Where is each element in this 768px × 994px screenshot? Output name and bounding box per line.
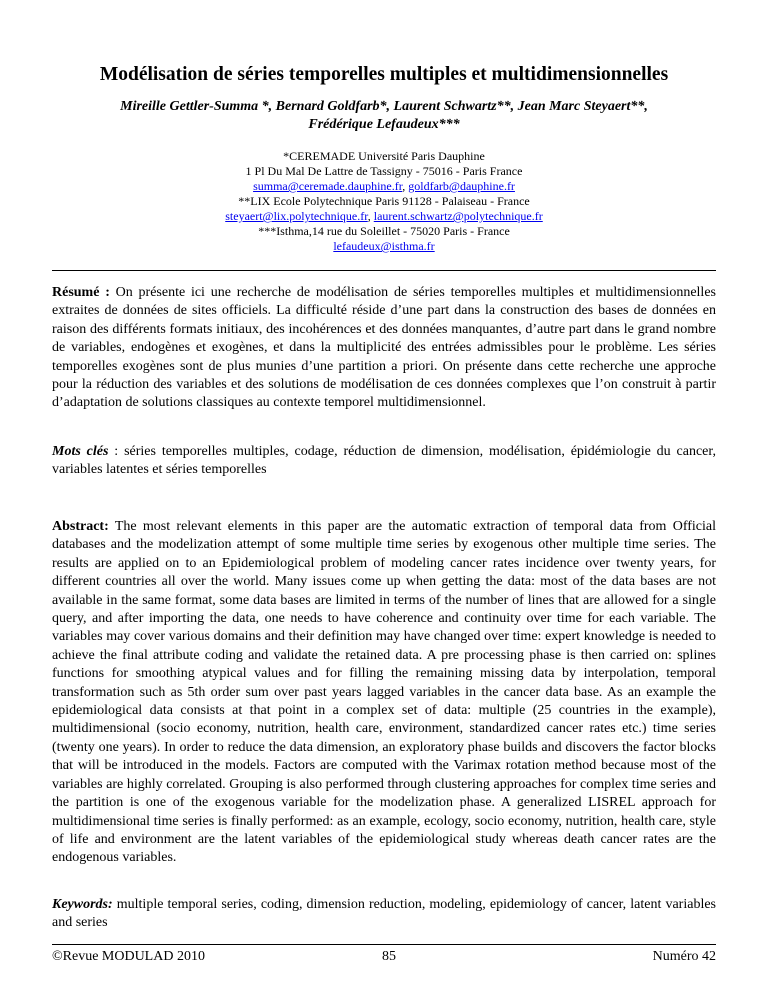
keywords-label: Keywords: [52, 897, 113, 912]
abstract-text: The most relevant elements in this paper are the automatic extraction of temporal data from Official databases and the modelization attempt of some multiple time series by exogenous other multiple time series. The results are applied on to an Epidemiological problem of modeling cancer rates incidence over twenty years, for different countries all over the world. Many issues come up when getting the data: most of the data bases are not available in the same format, some data bases are limited in terms of the number of lines that are allowed for a single query, and after importing the data, one needs to have coherence and continuity over time for each variable. The variables may cover various domains and their definition may have changed over time: expert knowledge is needed to achieve the final attribute coding and validate the retained data. A pre processing phase is then carried on: splines functions for smoothing atypical values and for filling the remaining missing data by interpolation, temporal transformation such as 5th order sum over past years lagged variables in the cancer data base. As an example the epidemiological data consists at that point in a complex set of data: multiple (25 countries in the example), multidimensional (socio economy, nutrition, health care, environment, standardized cancer rates etc.) time series (twenty one years). In order to reduce the data dimension, an exploratory phase builds and discovers the factor blocks that will be introduced in the models. Factors are computed with the Varimax rotation method because most of the variables are highly correlated. Grouping is also performed through clustering approaches for complex time series and the partition is one of the exogenous variable for the modelization phase. A generalized LISREL approach for multidimensional time series is finally performed: as an example, ecology, socio economy, nutrition, health care, style of life and environment are the latent variables of the epidemiological study whereas death cancer rates are the endogenous variables. [52, 519, 716, 866]
mots-cles-paragraph [52, 443, 716, 480]
authors-line-1: Mireille Gettler-Summa *, Bernard Goldfarb*, Laurent Schwartz**, Jean Marc Steyaert**, [120, 99, 648, 114]
affiliation-isthma: ***Isthma,14 rue du Soleillet - 75020 Paris - France [258, 224, 510, 238]
mots-cles-label: Mots clés [52, 444, 109, 459]
footer-page-number: 85 [382, 949, 396, 964]
affiliation-emails-3 [120, 239, 648, 254]
page-footer [52, 948, 716, 968]
email-link-lefaudeux[interactable]: lefaudeux@isthma.fr [333, 239, 435, 253]
affiliation-address-paris: 1 Pl Du Mal De Lattre de Tassigny - 75016 - Paris France [245, 164, 523, 178]
author-list [95, 98, 673, 134]
email-link-schwartz[interactable]: laurent.schwartz@polytechnique.fr [373, 209, 543, 223]
email-separator: , [367, 209, 374, 223]
keywords-paragraph [52, 896, 716, 933]
resume-paragraph [52, 284, 716, 413]
affiliation-ceremade: *CEREMADE Université Paris Dauphine [283, 149, 485, 163]
footer-journal: ©Revue MODULAD 2010 [52, 949, 205, 964]
affiliation-emails-1 [120, 179, 648, 194]
paper-title: Modélisation de séries temporelles multiples et multidimensionnelles [99, 64, 669, 85]
mots-cles-text: : séries temporelles multiples, codage, réduction de dimension, modélisation, épidémiologie du cancer, variables latentes et séries temporelles [52, 444, 716, 478]
email-separator: , [402, 179, 409, 193]
email-link-summa[interactable]: summa@ceremade.dauphine.fr [253, 179, 403, 193]
divider-top [52, 270, 716, 271]
footer-issue: Numéro 42 [652, 949, 716, 964]
keywords-text: multiple temporal series, coding, dimension reduction, modeling, epidemiology of cancer, latent variables and series [52, 897, 716, 931]
resume-label: Résumé : [52, 285, 110, 300]
affiliation-emails-2 [120, 209, 648, 224]
affiliation-lix: **LIX Ecole Polytechnique Paris 91128 - Palaiseau - France [238, 194, 530, 208]
resume-text: On présente ici une recherche de modélisation de séries temporelles multiples et multidimensionnelles extraites de données de sites officiels. La difficulté réside d’une part dans la construction des bases de données en raison des différents formats initiaux, des incohérences et des données manquantes, d’autre part dans le grand nombre de variables, endogènes et exogènes, et dans la multiplicité des entrées admissibles pour le problème. Les séries temporelles exogènes sont de plus munies d’une partition a priori. On présente dans cette recherche une approche pour la réduction des variables et des solutions de modélisation de ces données complexes que l’on construit à partir d’adaptation de solutions classiques au contexte temporel multidimensionnel. [52, 285, 716, 411]
abstract-label: Abstract: [52, 519, 109, 534]
divider-footer [52, 944, 716, 945]
authors-line-2: Frédérique Lefaudeux*** [308, 117, 460, 132]
abstract-paragraph [52, 518, 716, 868]
email-link-goldfarb[interactable]: goldfarb@dauphine.fr [408, 179, 515, 193]
affiliations [120, 149, 648, 254]
email-link-steyaert[interactable]: steyaert@lix.polytechnique.fr [225, 209, 368, 223]
